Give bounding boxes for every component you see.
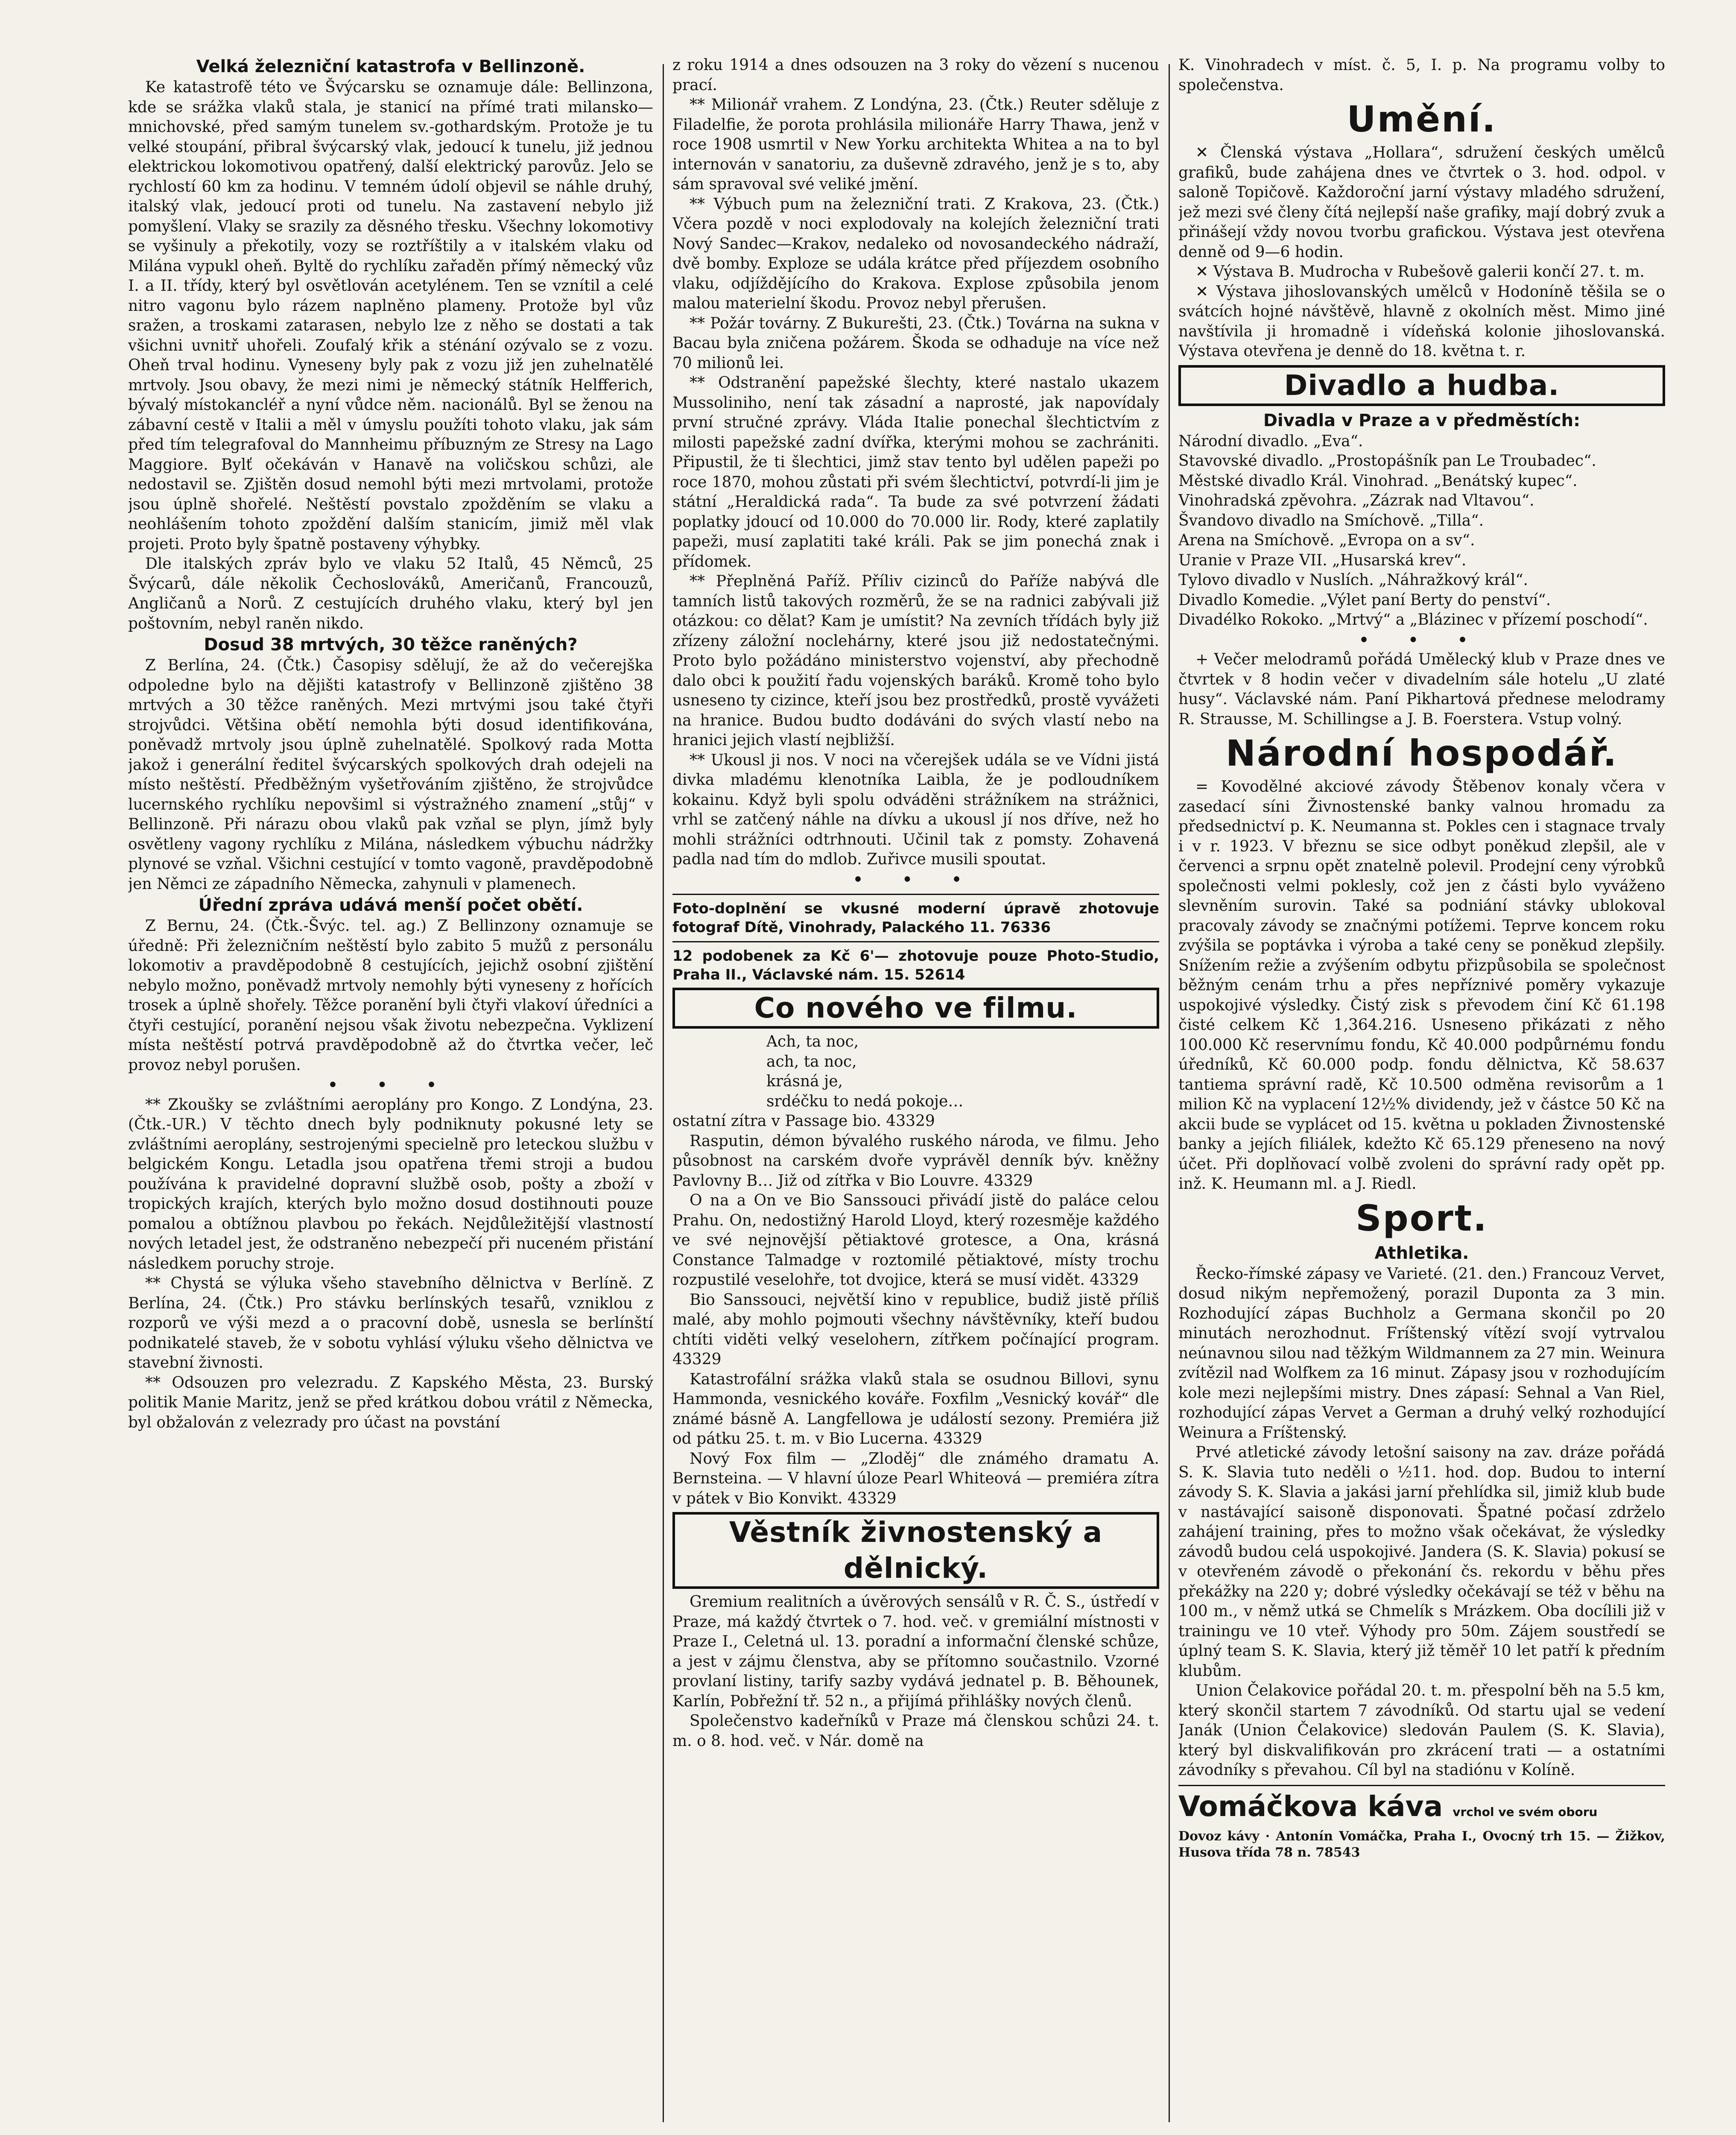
news-item-paris: ** Přeplněná Paříž. Příliv cizinců do Paříže nabývá dle tamních listů takových rozměrů, že se na radnici zabývali již otázkou: co dělat? Kam je umístit? Na zevních třídách byly již zřízeny záložní noclehárny, které jsou již nedostatečnými. Proto bylo požádáno ministerstvo vojenství, aby přechodně dalo obci k použití řadu vojenských baráků. Kromě toho bylo usneseno ty cizince, kteří jsou bez prostředků, prostě vyvážeti na hranice. Budou budto dodáváni do svých vlastí nebo na hranici jejich vlastí nejbližší.	[672, 573, 1159, 749]
article-paragraph: Dle italských zpráv bylo ve vlaku 52 Italů, 45 Němců, 25 Švýcarů, dále několik Čechoslováků, Američanů, Francouzů, Angličanů a Norů. Z cestujících druhého vlaku, který byl jen poštovním, nebyl raněn nikdo.	[128, 555, 653, 632]
news-item-treason: ** Odsouzen pro velezradu. Z Kapského Města, 23. Burský politik Manie Maritz, jenž se před krátkou dobou vrátil z Německa, byl obžalován z velezrady pro účast na povstání	[128, 1374, 653, 1431]
art-item: ✕ Členská výstava „Hollara“, sdružení českých umělců grafiků, bude zahájena dnes ve čtvrtek o 3. hod. odpol. v saloně Topičově. Každoroční jarní výstavy mladého sdružení, jež mezi své členy čítá nejlepší naše grafiky, mají dobrý zvuk a přinášejí vždy novou tvorbu grafickou. Výstava jest otevřena denně od 9—6 hodin.	[1178, 144, 1665, 261]
verse-line: krásná je,	[766, 1073, 843, 1090]
film-item: Bio Sanssouci, největší kino v republice, budiž jistě příliš malé, aby mohlo pojmouti všechny návštěvníky, kteří budou chtíti viděti velký veselohern, zítřkem počínající program. 43329	[672, 1291, 1159, 1368]
section-title-film: Co nového ve filmu.	[672, 988, 1159, 1029]
verse-line: ach, ta noc,	[766, 1053, 857, 1070]
separator-dots: • • •	[327, 1076, 454, 1094]
news-item-berlin-lockout: ** Chystá se výluka všeho stavebního dělnictva v Berlíně. Z Berlína, 24. (Čtk.) Pro stávku berlínských tesařů, vzniklou z rozporů ve výši mezd a o pracovní době, usnesla se berlínští podnikatelé staveb, že v sobotu vyhlásí výluku všeho dělnictva ve stavební živnosti.	[128, 1275, 653, 1372]
section-title-sport: Sport.	[1356, 1197, 1488, 1239]
ad-vomacka-title	[1178, 1790, 1665, 1828]
news-item-papal-nobility: ** Odstranění papežské šlechty, které nastalo ukazem Mussoliniho, není tak zásadní a naprosté, jak napovídaly první stručné zprávy. Vláda Italie ponechal šlechtictvím z milosti papežské zadní dvířka, kterými mohou se zachrániti. Připustil, že ti šlechtici, jimž stav tento byl udělen papeži po roce 1870, mohou zůstati při svém šlechtictví, potvrdí-li jim je státní „Heraldická rada“. Ta bude za své potvrzení žádati poplatky jdoucí od 10.000 do 70.000 lir. Rody, které zaplatily papeži, musí zaplatiti také králi. Pak se jim ponechá znak i přídomek.	[672, 374, 1159, 570]
news-item-bombs: ** Výbuch pum na železniční trati. Z Krakova, 23. (Čtk.) Včera pozdě v noci explodovaly na kolejích železniční trati Nový Sandec—Krakov, nedaleko od novosandeckého nádraží, dvě bomby. Exploze se udála krátce před příjezdem osobního vlaku, odjíždějícího do Krakova. Explose způsobila jenom malou materielní škodu. Provoz nebyl přerušen.	[672, 195, 1159, 312]
art-item: ✕ Výstava B. Mudrocha v Rubešově galerii končí 27. t. m.	[1195, 263, 1645, 281]
news-item-millionaire: ** Milionář vrahem. Z Londýna, 23. (Čtk.) Reuter sděluje z Filadelfie, že porota prohlásila milionáře Harry Thawa, jenž v roce 1908 usmrtil v New Yorku architekta Whitea a na to byl internován v sanatoriu, za duševně zdravého, jenž je s to, aby sám spravoval své veliké jmění.	[672, 96, 1159, 193]
verse-line: srdéčku to nedá pokoje…	[766, 1092, 964, 1110]
article-subheading: Dosud 38 mrtvých, 30 těžce raněných?	[204, 635, 578, 655]
theatre-item-melodrama: + Večer melodramů pořádá Umělecký klub v Praze dnes ve čtvrtek v 8 hodin večer v divadelním sále hotelu „U zlaté husy“. Václavské nám. Paní Pikhartová přednese melodramy R. Strausse, M. Schillingse a J. B. Foerstera. Vstup volný.	[1178, 651, 1665, 728]
theatre-listing: Divadlo Komedie. „Výlet paní Berty do penství“.	[1178, 591, 1551, 609]
article-title-bellinzona: Velká železniční katastrofa v Bellinzoně.	[196, 57, 585, 76]
theatre-listing: Národní divadlo. „Eva“.	[1178, 432, 1363, 450]
film-item: Rasputin, démon bývalého ruského národa, ve filmu. Jeho působnost na carském dvoře vyprávěl denník býv. kněžny Pavlovny B… Již od zítřka v Bio Louvre. 43329	[672, 1132, 1159, 1190]
divider	[672, 894, 1159, 895]
column-rule-1	[663, 64, 664, 2122]
sport-subheading: Athletika.	[1374, 1243, 1469, 1263]
column-2	[672, 56, 1159, 2132]
trade-item: Gremium realitních a úvěrových sensálů v R. Č. S., ústředí v Praze, má každý čtvrtek o 7. hod. več. v gremiální místnosti v Praze I., Celetná ul. 13. poradní a informační členské schůze, a jest v zájmu členstva, aby se přítomno součastnilo. Vzorné provlaní listiny, tarify sazby vydává jednatel p. B. Běhounek, Karlín, Pobřežní tř. 52 n., a přijímá přihlášky nových členů.	[672, 1593, 1159, 1710]
art-item: ✕ Výstava jihoslovanských umělců v Hodoníně těšila se o svátcích hojné návštěvě, hlavně z okolních měst. Mimo jiné navštívila ji hromadně i vídeňská kolonie jihoslovanská. Výstava otevřena je denně do 18. května t. r.	[1178, 283, 1665, 360]
ad-vomacka-slogan: vrchol ve svém oboru	[1453, 1805, 1598, 1819]
column-rule-2	[1169, 64, 1170, 2122]
trade-item: Společenstvo kadeřníků v Praze má členskou schůzi 24. t. m. o 8. hod. več. v Nár. domě na	[672, 1712, 1159, 1750]
theatre-listing: Tylovo divadlo v Nuslích. „Náhražkový král“.	[1178, 571, 1528, 589]
theatre-listing: Stavovské divadlo. „Prostopášník pan Le Troubadec“.	[1178, 452, 1596, 470]
classified-ad-photostudio: 12 podobenek za Kč 6'— zhotovuje pouze Photo-Studio, Praha II., Václavské nám. 15. 52614	[672, 948, 1159, 983]
film-item: Nový Fox film — „Zloděj“ dle známého dramatu A. Bernsteina. — V hlavní úloze Pearl Whiteová — premiéra zítra v pátek v Bio Konvikt. 43329	[672, 1450, 1159, 1507]
sport-item: Union Čelakovice pořádal 20. t. m. přespolní běh na 5.5 km, který skončil startem 7 závodníků. Od startu ujal se vedení Janák (Union Čelakovice) sledován Paulem (S. K. Slavia), který byl diskvalifikován pro zkrácení trati — a ostatními závodníky s převahou. Cíl byl na stadiónu v Kolíně.	[1178, 1682, 1665, 1779]
section-title-hospodar: Národní hospodář.	[1225, 732, 1618, 774]
sport-item: Prvé atletické závody letošní saisony na zav. dráze pořádá S. K. Slavia tuto neděli o ½11. hod. dop. Budou to interní závody S. K. Slavia a jakási jarní přehlídka sil, jimiž klub bude v nastávající saisoně disponovati. Špatné počasí zdrželo zahájení training, přes to možno však očekávat, že výsledky závodů budou celá uspokojivé. Jandera (S. K. Slavia) pokusí se v otevřeném závodě o překonání čs. rekordu v běhu přes překážky na 220 y; dobré výsledky očekávají se též v běhu na 100 m., v němž utká se Chmelík s Mrázkem. Oba docílili již v trainingu ve 10 vteř. Výhody pro 50m. Zájem soustředí se úplný team S. K. Slavia, který již těměř 10 let patří k předním klubům.	[1178, 1444, 1665, 1680]
ad-vomacka-name: Vomáčkova káva	[1178, 1790, 1443, 1823]
article-paragraph: Z Bernu, 24. (Čtk.-Švýc. tel. ag.) Z Bellinzony oznamuje se úředně: Při železničním neštěstí bylo zabito 5 mužů z personálu lokomotiv a pravděpodobně 8 cestujících, jejichž osobní zjištění nebylo možno, poněvadž mrtvoly nemohly býti vyneseny z hořících trosek a úplně shořely. Těžce poranění byli čtyři vlakoví úředníci a čtyři cestující, poranění nejsou však životu nebezpečna. Vyklizení místa neštěstí potrvá pravděpodobně až do čtvrtka večer, leč provoz nebyl porušen.	[128, 917, 653, 1074]
section-title-divadlo: Divadlo a hudba.	[1178, 365, 1665, 406]
theatre-subheading: Divadla v Praze a v předměstích:	[1263, 410, 1581, 430]
theatre-listing: Městské divadlo Král. Vinohrad. „Benátský kupec“.	[1178, 472, 1578, 490]
divider	[672, 941, 1159, 942]
article-subheading: Úřední zpráva udává menší počet obětí.	[198, 895, 583, 915]
column-1	[128, 56, 653, 2132]
economy-item: = Kovodělné akciové závody Štěbenov konaly včera v zasedací síni Živnostenské banky valnou hromadu za předsednictví p. K. Neumanna st. Pokles cen i stagnace trvaly i v r. 1923. V březnu se sice odbyt poněkud zlepšil, ale v červenci a srpnu opět znatelně polevil. Prodejní ceny výrobků společnosti velmi poklesly, což jen z části bylo vyváženo slevněním surovin. Také sa podniání stávky ublokoval pracovaly závody se značnými potížemi. Teprve koncem roku zvýšila se poptávka i výroba a také ceny se poněkud zlepšily. Snížením režie a zvýšením odbytu přizpůsobila se společnost běžným cenám trhu a přes nepříznivé poměry vykazuje uspokojivé výsledky. Čistý zisk s převodem činí Kč 61.198 čisté celkem Kč 1,364.216. Usneseno přikázati z něho 100.000 Kč reservnímu fondu, Kč 40.000 podpůrnému fondu úředníků, Kč 60.000 podp. fondu dělnictva, Kč 58.637 tantiema správní radě, Kč 10.500 odměna revisorům a 1 milion Kč na vyplacení 12½% dividendy, jež v částce 50 Kč na akcii bude se vyplácet od 15. května u pokladen Živnostenské banky a jejích filiálek, kdežto Kč 65.129 přeneseno na nový účet. Při doplňovací volbě zvoleni do správní rady opět pp. inž. K. Heumann ml. a J. Riedl.	[1178, 778, 1665, 1193]
classified-ad-photo: Foto-doplnění se vkusné moderní úpravě zhotovuje fotograf Dítě, Vinohrady, Palackého 11. 76336	[672, 900, 1159, 936]
film-item: Katastrofální srážka vlaků stala se osudnou Billovi, synu Hammonda, vesnického kováře. Foxfilm „Vesnický kovář“ dle známé básně A. Langfellowa je událostí sezony. Premiéra již od pátku 25. t. m. v Bio Lucerna. 43329	[672, 1370, 1159, 1448]
theatre-listing: Švandovo divadlo na Smíchově. „Tilla“.	[1178, 512, 1484, 529]
theatre-listing: Divadélko Rokoko. „Mrtvý“ a „Blázinec v přízemí poschodí“.	[1178, 611, 1648, 629]
theatre-listing: Uranie v Praze VII. „Husarská krev“.	[1178, 551, 1467, 569]
trade-item-continued: K. Vinohradech v míst. č. 5, I. p. Na programu volby to společenstva.	[1178, 56, 1665, 94]
film-item: ostatní zítra v Passage bio. 43329	[672, 1112, 935, 1130]
theatre-listing: Vinohradská zpěvohra. „Zázrak nad Vltavou“.	[1178, 492, 1534, 509]
news-item-aeroplanes: ** Zkoušky se zvláštními aeroplány pro Kongo. Z Londýna, 23. (Čtk.-UR.) V těchto dnech byly podniknuty pokusné lety se zvláštními aeroplány, sestrojenými specielně pro leteckou službu v belgickém Kongu. Letadla jsou opatřena třemi stroji a budou používána k pravidelné dopravní službě osob, pošty a zboží v tropických krajích, kterých bylo možno dosud dostihnouti pouze pomalou a obtížnou plavbou po řekách. Nejdůležitější vlastností nových letadel jest, že odstraněno nebezpečí při nuceném přistání následkem poruchy stroje.	[128, 1096, 653, 1272]
news-item-nose: ** Ukousl ji nos. V noci na včerejšek udála se ve Vídni jistá divka mladému klenotníka Laibla, že je podloudníkem kokainu. Když byli spolu odváděni strážníkem na strážnici, vrhl se zatčený náhle na dívku a ukousl jí nos dříve, než ho mohli strážníci odtrhnouti. Učinil tak z pomsty. Zohavená padla nad tím do mdlob. Zuřivce musili spoutat.	[672, 751, 1159, 868]
film-item: O na a On ve Bio Sanssouci přivádí jistě do paláce celou Prahu. On, nedostižný Harold Lloyd, který rozesměje každého ve své nejnovější pětiaktové grotesce, a Ona, krásná Constance Talmadge v roztomilé pětiaktové, místy trochu rozpustilé veselohře, tot dvojice, která se musí vidět. 43329	[672, 1192, 1159, 1289]
separator-dots: • • •	[853, 870, 979, 889]
theatre-listing: Arena na Smíchově. „Evropa on a sv“.	[1178, 532, 1475, 549]
column-3	[1178, 56, 1665, 2132]
news-item-continued: z roku 1914 a dnes odsouzen na 3 roky do vězení s nucenou prací.	[672, 56, 1159, 94]
article-paragraph: Z Berlína, 24. (Čtk.) Časopisy sdělují, že až do večerejška odpoledne bylo na dějišti katastrofy v Bellinzoně zjištěno 38 mrtvých a 30 těžce raněných. Mezi mrtvými jsou také čtyři strojvůdci. Většina obětí nemohla býti dosud identifikována, poněvadž mrtvoly jsou úplně zuhelnatělé. Spolkový rada Motta jakož i generální ředitel švýcarských spolkových drah odejeli na místo neštěstí. Předběžným vyšetřováním zjištěno, že strojvůdce lucernského rychlíku nepovšiml si výstražného znamení „stůj“ v Bellinzoně. Při nárazu obou vlaků pak vzňal se plyn, jímž byly osvětleny vagony rychlíku z Milána, následkem výbuchu nádržky plynové se vzňal. Všichni cestující v tomto vagoně, pravděpodobně jen Němci ze západního Německa, zahynuli v plamenech.	[128, 657, 653, 893]
ad-vomacka-address: Dovoz kávy · Antonín Vomáčka, Praha I., Ovocný trh 15. — Žižkov, Husova třída 78 n. 78543	[1178, 1828, 1665, 1860]
separator-dots: • • •	[1359, 631, 1485, 649]
section-title-umeni: Umění.	[1347, 98, 1497, 140]
divider	[1178, 1785, 1665, 1786]
section-title-vestnik: Věstník živnostenský a dělnický.	[672, 1512, 1159, 1589]
news-item-factory-fire: ** Požár továrny. Z Bukurešti, 23. (Čtk.) Továrna na sukna v Bacau byla zničena požárem. Škoda se odhaduje na více než 70 milionů lei.	[672, 314, 1159, 372]
verse-line: Ach, ta noc,	[766, 1033, 859, 1050]
sport-item: Řecko-římské zápasy ve Varieté. (21. den.) Francouz Vervet, dosud nikým nepřemožený, porazil Duponta za 3 min. Rozhodující zápas Buchholz a Germana skončil po 20 minutách nerozhodnut. Fríštenský vítězí svojí vytrvalou neúnavnou silou nad těžkým Wildmannem za 27 min. Weinura zvítězil nad Wolfkem za 16 minut. Zápasy jsou v rozhodujícím kole mezi nejlepšími mistry. Dnes zápasí: Sehnal a Van Riel, rozhodující zápas Vervet a German a druhý velký rozhodující Weinura a Fríštenský.	[1178, 1265, 1665, 1442]
article-paragraph: Ke katastrofě této ve Švýcarsku se oznamuje dále: Bellinzona, kde se srážka vlaků stala, je stanicí na přímé trati milansko—mnichovské, před samým tunelem sv.-gothardským. Protože je tu velké stoupání, přibral švýcarský vlak, jedoucí k tunelu, již jednou elektrickou lokomotivou opatřený, další elektrický parovůz. Jelo se rychlostí 60 km za hodinu. V temném údolí objevil se náhle druhý, italský vlak, jedoucí proti od tunelu. Na zastavení nebylo již pomyšlení. Vlaky se srazily za děsného třesku. Všechny lokomotivy se vyšinuly a překotily, vozy se roztříštily a v italském vlaku od Milána vypukl oheň. Byltě do rychlíku zařaděn přímý německý vůz I. a II. třídy, který byl osvětlován acetylénem. Ten se vznítil a celé nitro vagonu bylo rázem naplněno plameny. Protože byl vůz sražen, a troskami zatarasen, nebylo lze z něho se dostati a tak všichni uvnitř uhořeli. Zoufalý křik a sténání ozývalo se z vozu. Oheň trval hodinu. Vyneseny byly pak z vozu již jen zuhelnatělé mrtvoly. Jsou obavy, že mezi nimi je německý státník Helfferich, bývalý místokancléř a nyní vůdce něm. nacionálů. Byl se ženou na zábavní cestě v Italii a měl v úmyslu použíti tohoto vlaku, jak sám před tím telegrafoval do Mannheimu příbuzným ze Stresy na Lago Maggiore. Bylť očekáván v Hanavě na voličskou schůzi, ale nedostavil se. Zjištěn dosud nemohl býti mezi mrtvolami, protože jsou úplně shořelé. Neštěstí povstalo zpožděním se vlaku a neohlášením tohoto zpoždění dalším stanicím, jimiž měl vlak projeti. Proto byly špatně postaveny výhybky.	[128, 79, 653, 553]
